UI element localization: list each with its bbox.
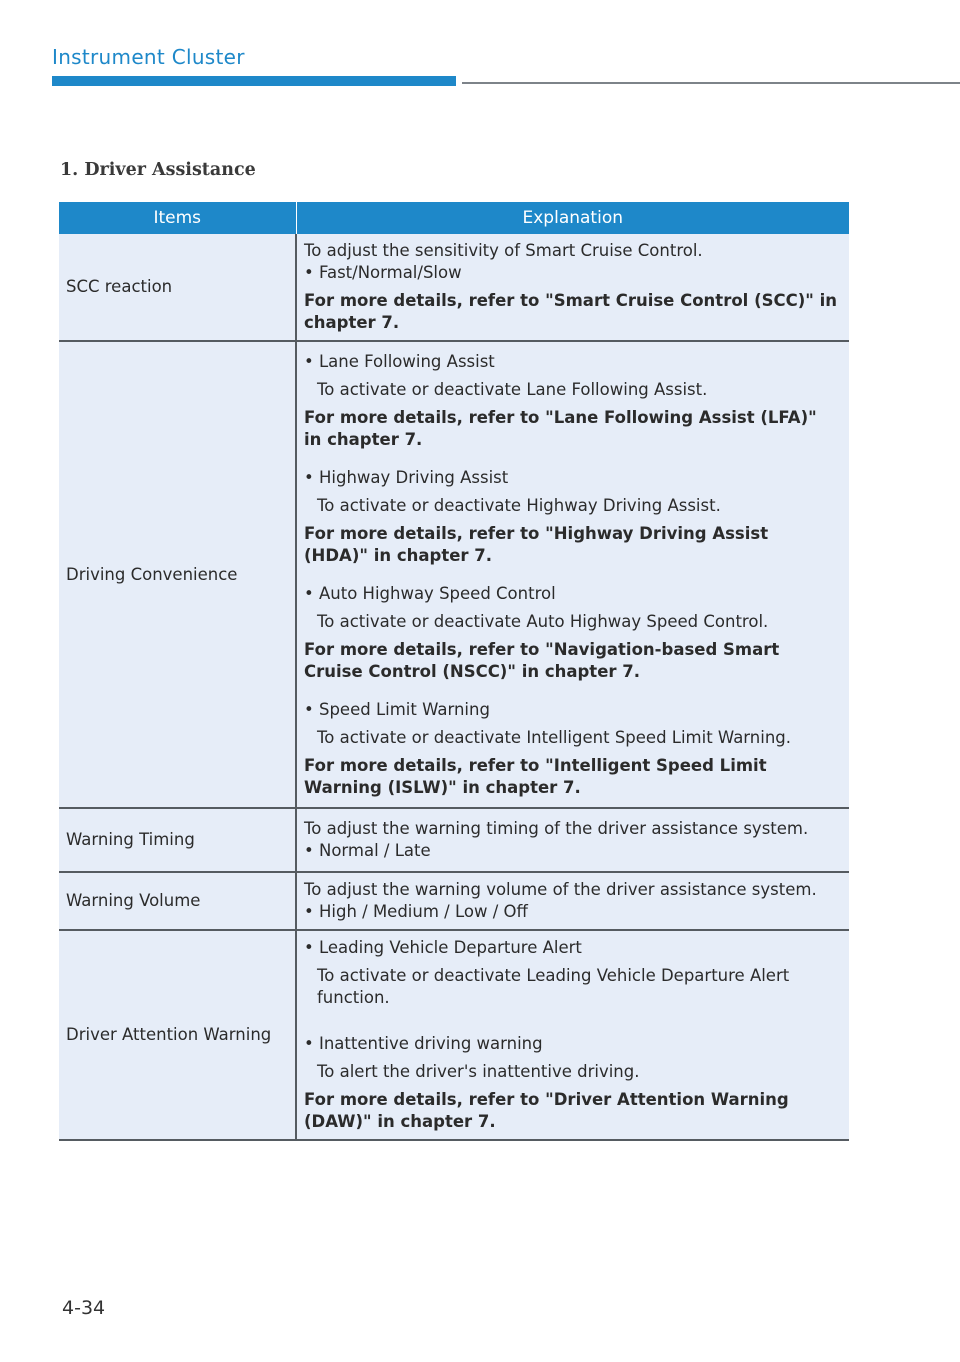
feature-group <box>304 699 837 799</box>
feature-group <box>304 467 837 567</box>
feature-group <box>304 937 837 1009</box>
bullet-text: • Inattentive driving warning <box>304 1034 543 1053</box>
feature-description: To activate or deactivate Lane Following Assist. <box>317 379 708 399</box>
explanation-cell <box>296 234 849 341</box>
bullet-text: • Auto Highway Speed Control <box>304 583 556 603</box>
bullet-text: • Highway Driving Assist <box>304 467 509 487</box>
explanation-cell <box>296 341 849 808</box>
table-row <box>59 930 849 1140</box>
feature-group <box>304 1033 837 1133</box>
item-cell: Warning Volume <box>59 872 296 930</box>
section-title: 1. Driver Assistance <box>60 160 256 180</box>
chapter-title: Instrument Cluster <box>52 45 245 69</box>
reference-note: For more details, refer to "Lane Following Assist (LFA)" in chapter 7. <box>304 407 817 449</box>
bullet-text: • Lane Following Assist <box>304 351 495 371</box>
reference-note: For more details, refer to "Highway Driving Assist (HDA)" in chapter 7. <box>304 523 769 565</box>
explanation-cell <box>296 930 849 1140</box>
header-accent-bar <box>52 76 456 86</box>
explanation-cell <box>296 808 849 872</box>
feature-description: To activate or deactivate Auto Highway Speed Control. <box>317 611 769 631</box>
reference-note: For more details, refer to "Smart Cruise Control (SCC)" in chapter 7. <box>304 291 837 332</box>
settings-table <box>59 202 849 1141</box>
bullet-text: • Normal / Late <box>304 841 431 860</box>
table-row <box>59 234 849 341</box>
table-row <box>59 808 849 872</box>
reference-note: For more details, refer to "Navigation-based Smart Cruise Control (NSCC)" in chapter 7. <box>304 639 780 681</box>
table-header-row <box>59 202 849 234</box>
feature-group <box>304 583 837 683</box>
bullet-text: • Leading Vehicle Departure Alert <box>304 938 582 957</box>
item-cell: Driver Attention Warning <box>59 930 296 1140</box>
reference-note: For more details, refer to "Intelligent Speed Limit Warning (ISLW)" in chapter 7. <box>304 755 767 797</box>
table-row <box>59 872 849 930</box>
explanation-text: To adjust the warning timing of the driver assistance system. <box>304 819 809 838</box>
feature-description: To activate or deactivate Intelligent Speed Limit Warning. <box>317 727 792 747</box>
header-rule <box>462 82 960 84</box>
table-row <box>59 341 849 808</box>
page-number: 4-34 <box>62 1297 106 1319</box>
item-cell: Driving Convenience <box>59 341 296 808</box>
feature-description: To activate or deactivate Highway Driving Assist. <box>317 495 721 515</box>
explanation-text: To adjust the warning volume of the driver assistance system. <box>304 880 817 899</box>
bullet-text: • Speed Limit Warning <box>304 699 490 719</box>
explanation-text: To adjust the sensitivity of Smart Cruise Control. <box>304 241 703 260</box>
item-cell: Warning Timing <box>59 808 296 872</box>
feature-description: To alert the driver's inattentive driving. <box>317 1062 640 1081</box>
column-header-items: Items <box>59 202 296 234</box>
feature-description: To activate or deactivate Leading Vehicle Departure Alert function. <box>317 966 790 1007</box>
item-cell: SCC reaction <box>59 234 296 341</box>
explanation-cell <box>296 872 849 930</box>
reference-note: For more details, refer to "Driver Attention Warning (DAW)" in chapter 7. <box>304 1090 789 1131</box>
column-header-explanation: Explanation <box>296 202 849 234</box>
bullet-text: • Fast/Normal/Slow <box>304 263 462 282</box>
bullet-text: • High / Medium / Low / Off <box>304 902 528 921</box>
feature-group <box>304 351 837 451</box>
